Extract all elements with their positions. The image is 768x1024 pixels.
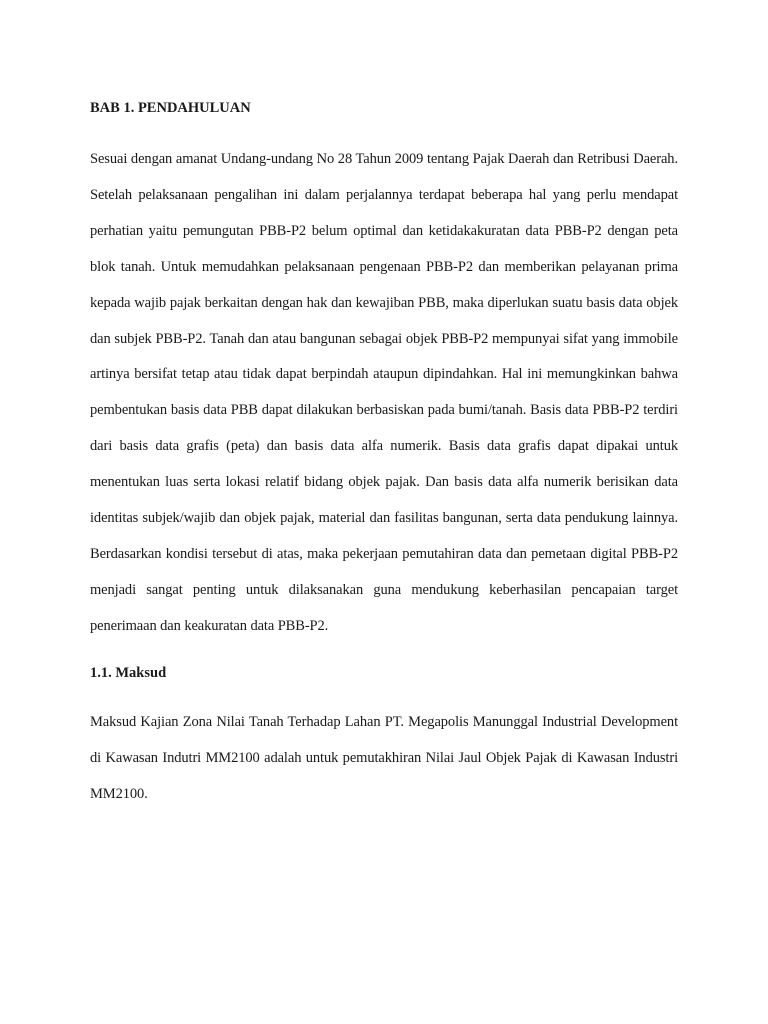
document-page: [90, 98, 678, 812]
section-heading: 1.1. Maksud: [90, 664, 167, 681]
section-paragraph: Maksud Kajian Zona Nilai Tanah Terhadap Lahan PT. Megapolis Manunggal Industrial Development di Kawasan Indutri MM2100 adalah untuk pemutakhiran Nilai Jaul Objek Pajak di Kawasan Industri MM2100.: [90, 713, 678, 802]
intro-paragraph: Sesuai dengan amanat Undang-undang No 28 Tahun 2009 tentang Pajak Daerah dan Retribusi Daerah. Setelah pelaksanaan pengalihan ini dalam perjalannya terdapat beberapa hal yang perlu mendapat perhatian yaitu pemungutan PBB-P2 belum optimal dan ketidakakuratan data PBB-P2 dengan peta blok tanah. Untuk memudahkan pelaksanaan pengenaan PBB-P2 dan memberikan pelayanan prima kepada wajib pajak berkaitan dengan hak dan kewajiban PBB, maka diperlukan suatu basis data objek dan subjek PBB-P2. Tanah dan atau bangunan sebagai objek PBB-P2 mempunyai sifat yang immobile artinya bersifat tetap atau tidak dapat berpindah ataupun dipindahkan. Hal ini memungkinkan bahwa pembentukan basis data PBB dapat dilakukan berbasiskan pada bumi/tanah. Basis data PBB-P2 terdiri dari basis data grafis (peta) dan basis data alfa numerik. Basis data grafis dapat dipakai untuk menentukan luas serta lokasi relatif bidang objek pajak. Dan basis data alfa numerik berisikan data identitas subjek/wajib dan objek pajak, material dan fasilitas bangunan, serta data pendukung lainnya. Berdasarkan kondisi tersebut di atas, maka pekerjaan pemutahiran data dan pemetaan digital PBB-P2 menjadi sangat penting untuk dilaksanakan guna mendukung keberhasilan pencapaian target penerimaan dan keakuratan data PBB-P2.: [90, 151, 678, 634]
chapter-heading: BAB 1. PENDAHULUAN: [90, 100, 251, 116]
